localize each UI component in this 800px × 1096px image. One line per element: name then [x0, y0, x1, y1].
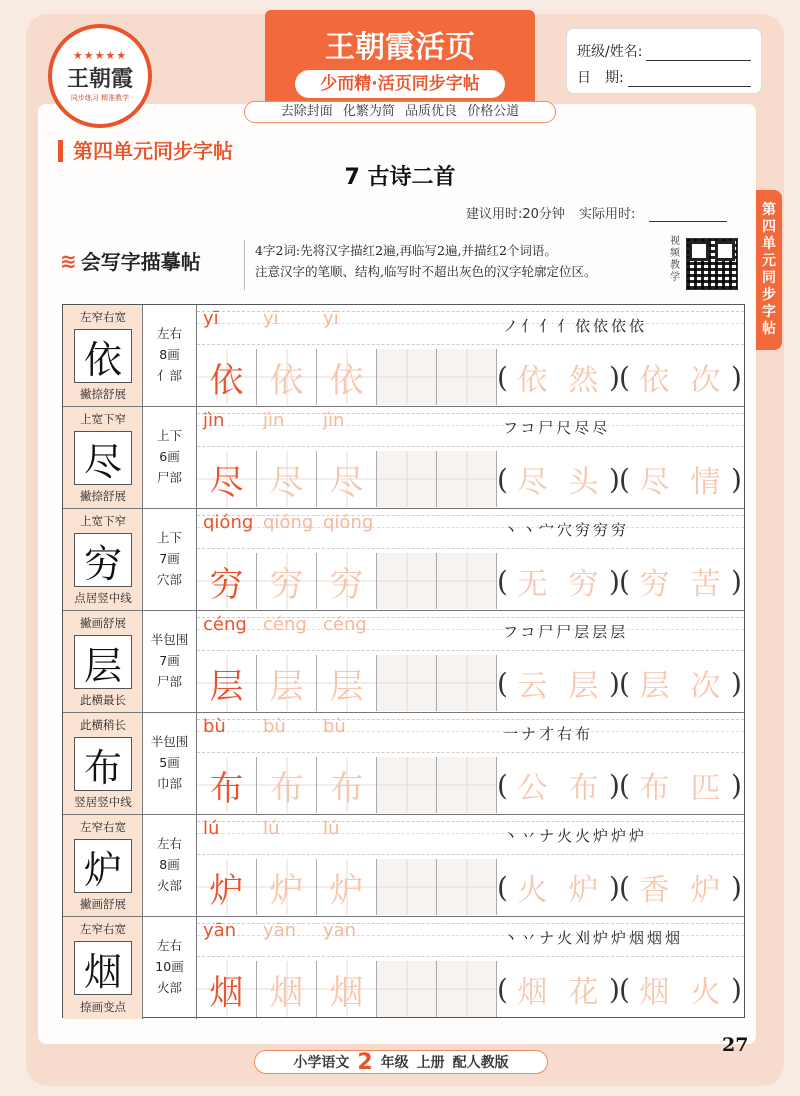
stroke-order: 一ナ才右布 [503, 725, 594, 743]
writing-cell[interactable]: 层 [197, 655, 257, 711]
logo-subtitle: 同步练习 精准教学 [70, 94, 130, 102]
char-structure: 左右 [156, 836, 182, 851]
writing-cell[interactable]: 尽 [197, 451, 257, 507]
wave-icon: ≋ [60, 248, 77, 273]
writing-cell[interactable]: 依 [197, 349, 257, 405]
stroke-order: 丶丷ナ火火炉炉炉 [503, 827, 648, 845]
footer-term: 上册 [416, 1055, 445, 1071]
date-label: 日 期: [577, 70, 624, 86]
side-tab [756, 190, 782, 350]
char-stroke-count: 6画 [159, 449, 180, 464]
vocab-words [497, 453, 743, 505]
writing-cell[interactable]: 穷 [257, 553, 317, 609]
char-stroke-count: 10画 [155, 959, 184, 974]
student-info-box [566, 28, 762, 94]
pinyin-text: céng [203, 614, 247, 635]
paren-close-icon: ) [609, 564, 620, 598]
char-tip-top: 左窄右宽 [80, 922, 126, 936]
writing-cell[interactable]: 炉 [197, 859, 257, 915]
char-tip-column [63, 611, 143, 712]
page-number: 27 [722, 1034, 749, 1056]
writing-cell[interactable] [437, 757, 497, 813]
stroke-order: 丶丶宀穴穷穷穷 [503, 521, 630, 539]
practice-row [63, 611, 744, 713]
date-field[interactable] [628, 71, 751, 87]
pinyin-text: céng [263, 614, 307, 635]
char-tip-bottom: 撇捺舒展 [80, 489, 126, 503]
brand-logo [48, 24, 152, 128]
writing-cell[interactable]: 烟 [317, 961, 377, 1017]
slogan: 去除封面 化繁为简 品质优良 价格公道 [244, 101, 556, 123]
char-radical: 火部 [156, 878, 182, 893]
practice-grid [197, 917, 744, 1019]
vocab-char[interactable]: 炉 [690, 873, 721, 908]
vocab-words [497, 963, 743, 1015]
vocab-words [497, 351, 743, 403]
pinyin-text: yī [203, 308, 219, 329]
writing-cell[interactable]: 尽 [257, 451, 317, 507]
model-character: 布 [74, 737, 132, 791]
pinyin-text: jìn [323, 410, 345, 431]
vocab-char[interactable]: 穷 [568, 567, 599, 602]
writing-cell[interactable] [437, 961, 497, 1017]
practice-grid [197, 815, 744, 916]
paren-open-icon: ( [497, 870, 508, 904]
pinyin-text: qióng [203, 512, 254, 533]
logo-stars-icon: ★★★★★ [72, 49, 128, 62]
vocab-char[interactable]: 依 [639, 363, 670, 398]
vocab-words [497, 861, 743, 913]
char-tip-top: 上宽下窄 [80, 514, 126, 528]
writing-cell[interactable]: 炉 [317, 859, 377, 915]
practice-grid [197, 509, 744, 610]
model-character: 炉 [74, 839, 132, 893]
writing-cell[interactable]: 穷 [317, 553, 377, 609]
char-info-column [143, 917, 197, 1019]
qr-code-icon[interactable] [686, 238, 738, 290]
pinyin-text: bù [203, 716, 226, 737]
char-tip-bottom: 捺画变点 [80, 1000, 126, 1014]
paren-close-icon: ) [731, 666, 742, 700]
paren-open-icon: ( [619, 666, 630, 700]
writing-cell[interactable]: 炉 [257, 859, 317, 915]
practice-table [62, 304, 745, 1018]
side-tab-char: 帖 [762, 321, 776, 337]
writing-cell[interactable]: 依 [257, 349, 317, 405]
paren-open-icon: ( [619, 870, 630, 904]
paren-open-icon: ( [497, 360, 508, 394]
writing-cell[interactable] [437, 859, 497, 915]
char-radical: 巾部 [156, 776, 182, 791]
writing-cell[interactable]: 层 [257, 655, 317, 711]
writing-cell[interactable]: 烟 [197, 961, 257, 1017]
practice-grid [197, 713, 744, 814]
instruction-line-1: 4字2词:先将汉字描红2遍,再临写2遍,并描红2个词语。 [255, 243, 557, 258]
model-character: 依 [74, 329, 132, 383]
char-structure: 上下 [156, 530, 182, 545]
char-radical: 尸部 [156, 470, 182, 485]
pinyin-text: qióng [263, 512, 314, 533]
char-stroke-count: 8画 [159, 347, 180, 362]
paren-close-icon: ) [731, 360, 742, 394]
vocab-char[interactable]: 头 [568, 465, 599, 500]
vocab-char[interactable]: 香 [639, 873, 670, 908]
paren-close-icon: ) [609, 462, 620, 496]
vocab-char[interactable]: 层 [568, 669, 599, 704]
writing-cell[interactable]: 布 [197, 757, 257, 813]
writing-cell[interactable]: 烟 [257, 961, 317, 1017]
instructions [244, 240, 660, 290]
footer-grade-number: 2 [357, 1049, 373, 1075]
practice-grid [197, 611, 744, 712]
side-tab-char: 四 [762, 219, 776, 235]
vocab-char[interactable]: 尽 [517, 465, 548, 500]
pinyin-text: jìn [263, 410, 285, 431]
char-tip-column [63, 509, 143, 610]
unit-title: 第四单元同步字帖 [58, 140, 233, 162]
writing-cell[interactable] [437, 553, 497, 609]
char-info-column [143, 713, 197, 814]
paren-close-icon: ) [731, 972, 742, 1006]
char-info-column [143, 509, 197, 610]
actual-time-field[interactable] [649, 208, 727, 222]
writing-cell[interactable] [377, 451, 437, 507]
vocab-char[interactable]: 依 [517, 363, 548, 398]
vocab-char[interactable]: 匹 [690, 771, 721, 806]
char-info-column [143, 305, 197, 406]
vocab-char[interactable]: 烟 [639, 975, 670, 1010]
char-info-column [143, 407, 197, 508]
writing-cell[interactable] [437, 451, 497, 507]
char-structure: 半包围 [150, 734, 189, 749]
char-structure: 左右 [156, 326, 182, 341]
pinyin-text: bù [263, 716, 286, 737]
paren-close-icon: ) [731, 564, 742, 598]
char-info-column [143, 815, 197, 916]
side-tab-char: 同 [762, 270, 776, 286]
pinyin-text: yān [263, 920, 297, 941]
paren-close-icon: ) [609, 972, 620, 1006]
vocab-char[interactable]: 情 [690, 465, 721, 500]
writing-cell[interactable] [437, 655, 497, 711]
char-tip-column [63, 917, 143, 1019]
char-radical: 亻部 [156, 368, 182, 383]
writing-cell[interactable]: 布 [317, 757, 377, 813]
paren-close-icon: ) [731, 462, 742, 496]
char-tip-column [63, 305, 143, 406]
char-tip-column [63, 407, 143, 508]
vocab-words [497, 759, 743, 811]
pinyin-text: yī [263, 308, 279, 329]
brand-header [265, 10, 535, 108]
side-tab-char: 步 [762, 287, 776, 303]
writing-cell[interactable]: 布 [257, 757, 317, 813]
pinyin-text: lú [203, 818, 220, 839]
time-info [466, 203, 727, 222]
writing-cell[interactable] [437, 349, 497, 405]
practice-row [63, 407, 744, 509]
pinyin-text: yī [323, 308, 339, 329]
stroke-order: 丶丷ナ火刈炉炉烟烟烟 [503, 929, 684, 947]
paren-open-icon: ( [497, 768, 508, 802]
char-tip-bottom: 撇捺舒展 [80, 387, 126, 401]
paren-open-icon: ( [619, 768, 630, 802]
instruction-line-2: 注意汉字的笔顺、结构,临写时不超出灰色的汉字轮廓定位区。 [255, 264, 597, 279]
char-stroke-count: 7画 [159, 653, 180, 668]
writing-cell[interactable]: 尽 [317, 451, 377, 507]
lesson-title: 7 古诗二首 [344, 165, 456, 190]
brand-title: 王朝霞活页 [325, 30, 475, 65]
model-character: 层 [74, 635, 132, 689]
brand-subtitle: 少而精·活页同步字帖 [295, 70, 505, 98]
char-info-column [143, 611, 197, 712]
paren-open-icon: ( [619, 972, 630, 1006]
char-tip-bottom: 撇画舒展 [80, 897, 126, 911]
qr-label: 视频教学 [670, 236, 680, 283]
paren-close-icon: ) [731, 768, 742, 802]
vocab-char[interactable]: 层 [639, 669, 670, 704]
stroke-order: フコ尸尺尽尽 [503, 419, 611, 437]
char-tip-top: 左窄右宽 [80, 310, 126, 324]
paren-open-icon: ( [619, 462, 630, 496]
vocab-char[interactable]: 布 [568, 771, 599, 806]
side-tab-char: 单 [762, 236, 776, 252]
side-tab-char: 字 [762, 304, 776, 320]
pinyin-text: yān [203, 920, 237, 941]
paren-open-icon: ( [619, 360, 630, 394]
model-character: 尽 [74, 431, 132, 485]
vocab-char[interactable]: 公 [517, 771, 548, 806]
writing-cell[interactable] [377, 757, 437, 813]
vocab-char[interactable]: 苦 [690, 567, 721, 602]
paren-open-icon: ( [497, 666, 508, 700]
pinyin-text: bù [323, 716, 346, 737]
paren-close-icon: ) [609, 870, 620, 904]
char-stroke-count: 8画 [159, 857, 180, 872]
pinyin-text: jìn [203, 410, 225, 431]
practice-row [63, 713, 744, 815]
char-tip-column [63, 713, 143, 814]
footer-edition: 配人教版 [452, 1055, 509, 1071]
vocab-words [497, 657, 743, 709]
class-name-label: 班级/姓名: [577, 44, 643, 60]
char-stroke-count: 5画 [159, 755, 180, 770]
vocab-char[interactable]: 布 [639, 771, 670, 806]
vocab-words [497, 555, 743, 607]
char-tip-column [63, 815, 143, 916]
pinyin-line [197, 311, 744, 345]
practice-grid [197, 407, 744, 508]
practice-row [63, 305, 744, 407]
practice-row [63, 917, 744, 1019]
char-tip-bottom: 竖居竖中线 [74, 795, 132, 809]
footer-subject: 小学语文 [293, 1055, 350, 1071]
footer-bar [254, 1050, 548, 1074]
writing-cell[interactable]: 层 [317, 655, 377, 711]
char-structure: 半包围 [150, 632, 189, 647]
paren-close-icon: ) [609, 768, 620, 802]
pinyin-text: céng [323, 614, 367, 635]
actual-time-label: 实际用时: [578, 207, 636, 222]
side-tab-char: 元 [762, 253, 776, 269]
writing-cell[interactable] [377, 553, 437, 609]
vocab-char[interactable]: 穷 [639, 567, 670, 602]
class-name-field[interactable] [646, 45, 751, 61]
paren-close-icon: ) [609, 666, 620, 700]
vocab-char[interactable]: 尽 [639, 465, 670, 500]
char-radical: 尸部 [156, 674, 182, 689]
paren-open-icon: ( [497, 564, 508, 598]
paren-close-icon: ) [609, 360, 620, 394]
char-tip-top: 上宽下窄 [80, 412, 126, 426]
char-tip-bottom: 此横最长 [80, 693, 126, 707]
vocab-char[interactable]: 无 [517, 567, 548, 602]
vocab-char[interactable]: 火 [690, 975, 721, 1010]
footer-grade-label: 年级 [380, 1055, 409, 1071]
vocab-char[interactable]: 然 [568, 363, 599, 398]
vocab-char[interactable]: 烟 [517, 975, 548, 1010]
writing-cell[interactable] [377, 859, 437, 915]
pinyin-text: qióng [323, 512, 374, 533]
stroke-order: ノ亻亻亻依依依依 [503, 317, 648, 335]
practice-row [63, 815, 744, 917]
section-header [60, 246, 201, 275]
paren-close-icon: ) [731, 870, 742, 904]
practice-grid [197, 305, 744, 406]
paren-open-icon: ( [619, 564, 630, 598]
paren-open-icon: ( [497, 972, 508, 1006]
pinyin-text: yān [323, 920, 357, 941]
char-radical: 火部 [156, 980, 182, 995]
model-character: 穷 [74, 533, 132, 587]
writing-cell[interactable]: 穷 [197, 553, 257, 609]
char-radical: 穴部 [156, 572, 182, 587]
vocab-char[interactable]: 次 [690, 669, 721, 704]
section-title: 会写字描摹帖 [80, 250, 201, 274]
writing-cell[interactable]: 依 [317, 349, 377, 405]
char-structure: 上下 [156, 428, 182, 443]
practice-row [63, 509, 744, 611]
char-stroke-count: 7画 [159, 551, 180, 566]
vocab-char[interactable]: 炉 [568, 873, 599, 908]
vocab-char[interactable]: 花 [568, 975, 599, 1010]
suggested-time: 建议用时:20分钟 [466, 207, 565, 222]
side-tab-char: 第 [762, 202, 776, 218]
char-tip-top: 左窄右宽 [80, 820, 126, 834]
logo-text: 王朝霞 [66, 66, 133, 92]
char-tip-bottom: 点居竖中线 [74, 591, 132, 605]
char-structure: 左右 [156, 938, 182, 953]
model-character: 烟 [74, 941, 132, 995]
pinyin-text: lú [323, 818, 340, 839]
paren-open-icon: ( [497, 462, 508, 496]
char-tip-top: 此横稍长 [80, 718, 126, 732]
writing-cell[interactable] [377, 961, 437, 1017]
writing-cell[interactable] [377, 655, 437, 711]
vocab-char[interactable]: 次 [690, 363, 721, 398]
char-tip-top: 撇画舒展 [80, 616, 126, 630]
vocab-char[interactable]: 云 [517, 669, 548, 704]
vocab-char[interactable]: 火 [517, 873, 548, 908]
pinyin-text: lú [263, 818, 280, 839]
writing-cell[interactable] [377, 349, 437, 405]
stroke-order: フコ尸尸层层层 [503, 623, 629, 641]
